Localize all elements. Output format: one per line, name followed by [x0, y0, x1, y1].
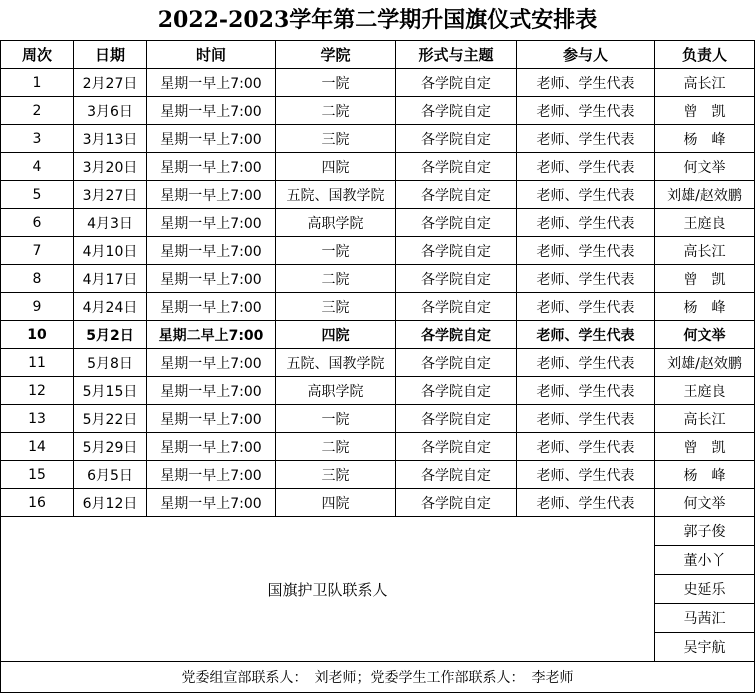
cell-date: 5月22日 [74, 405, 147, 433]
cell-college: 二院 [276, 433, 396, 461]
cell-participants: 老师、学生代表 [517, 153, 655, 181]
cell-college: 三院 [276, 125, 396, 153]
guard-row [1, 517, 755, 546]
table-row [1, 321, 755, 349]
cell-time: 星期一早上7:00 [147, 293, 276, 321]
guard-name: 郭子俊 [655, 517, 755, 546]
cell-week: 14 [1, 433, 74, 461]
cell-date: 3月6日 [74, 97, 147, 125]
cell-time: 星期一早上7:00 [147, 97, 276, 125]
cell-leader: 曾 凯 [655, 97, 755, 125]
cell-week: 9 [1, 293, 74, 321]
cell-date: 5月2日 [74, 321, 147, 349]
contact-footer: 党委组宣部联系人： 刘老师；党委学生工作部联系人： 李老师 [1, 662, 755, 693]
table-row [1, 349, 755, 377]
cell-form: 各学院自定 [396, 293, 517, 321]
cell-college: 高职学院 [276, 209, 396, 237]
schedule-rows [1, 69, 755, 517]
cell-week: 1 [1, 69, 74, 97]
cell-college: 一院 [276, 405, 396, 433]
table-row [1, 125, 755, 153]
cell-time: 星期一早上7:00 [147, 153, 276, 181]
cell-date: 3月27日 [74, 181, 147, 209]
cell-date: 6月5日 [74, 461, 147, 489]
cell-participants: 老师、学生代表 [517, 461, 655, 489]
cell-time: 星期一早上7:00 [147, 265, 276, 293]
cell-week: 4 [1, 153, 74, 181]
cell-college: 三院 [276, 293, 396, 321]
cell-form: 各学院自定 [396, 489, 517, 517]
cell-leader: 刘雄/赵效鹏 [655, 181, 755, 209]
cell-time: 星期一早上7:00 [147, 125, 276, 153]
cell-leader: 何文举 [655, 489, 755, 517]
guard-section [1, 517, 755, 693]
cell-time: 星期一早上7:00 [147, 405, 276, 433]
table-row [1, 461, 755, 489]
cell-date: 4月24日 [74, 293, 147, 321]
guard-name: 吴宇航 [655, 633, 755, 662]
cell-college: 一院 [276, 237, 396, 265]
cell-leader: 曾 凯 [655, 433, 755, 461]
cell-form: 各学院自定 [396, 349, 517, 377]
cell-week: 2 [1, 97, 74, 125]
cell-college: 高职学院 [276, 377, 396, 405]
table-row [1, 433, 755, 461]
header-week: 周次 [1, 41, 74, 69]
cell-participants: 老师、学生代表 [517, 349, 655, 377]
cell-date: 5月8日 [74, 349, 147, 377]
cell-week: 3 [1, 125, 74, 153]
guard-name: 史延乐 [655, 575, 755, 604]
cell-form: 各学院自定 [396, 153, 517, 181]
cell-time: 星期一早上7:00 [147, 377, 276, 405]
cell-leader: 杨 峰 [655, 461, 755, 489]
cell-college: 四院 [276, 321, 396, 349]
cell-participants: 老师、学生代表 [517, 181, 655, 209]
table-row [1, 153, 755, 181]
cell-time: 星期一早上7:00 [147, 349, 276, 377]
table-row [1, 209, 755, 237]
cell-college: 四院 [276, 489, 396, 517]
cell-college: 一院 [276, 69, 396, 97]
cell-college: 三院 [276, 461, 396, 489]
cell-date: 4月10日 [74, 237, 147, 265]
header-participants: 参与人 [517, 41, 655, 69]
cell-time: 星期一早上7:00 [147, 433, 276, 461]
footer-row [1, 662, 755, 693]
cell-participants: 老师、学生代表 [517, 125, 655, 153]
cell-leader: 何文举 [655, 321, 755, 349]
cell-participants: 老师、学生代表 [517, 405, 655, 433]
sheet-title: 2022-2023学年第二学期升国旗仪式安排表 [157, 7, 598, 33]
header-time: 时间 [147, 41, 276, 69]
cell-leader: 王庭良 [655, 209, 755, 237]
cell-participants: 老师、学生代表 [517, 433, 655, 461]
cell-week: 6 [1, 209, 74, 237]
cell-leader: 王庭良 [655, 377, 755, 405]
cell-date: 3月13日 [74, 125, 147, 153]
table-row [1, 69, 755, 97]
table-row [1, 405, 755, 433]
cell-form: 各学院自定 [396, 69, 517, 97]
cell-participants: 老师、学生代表 [517, 377, 655, 405]
table-row [1, 181, 755, 209]
cell-week: 12 [1, 377, 74, 405]
cell-leader: 曾 凯 [655, 265, 755, 293]
cell-date: 4月3日 [74, 209, 147, 237]
header-leader: 负责人 [655, 41, 755, 69]
cell-participants: 老师、学生代表 [517, 97, 655, 125]
guard-name: 董小丫 [655, 546, 755, 575]
cell-participants: 老师、学生代表 [517, 321, 655, 349]
cell-participants: 老师、学生代表 [517, 293, 655, 321]
cell-college: 四院 [276, 153, 396, 181]
cell-date: 2月27日 [74, 69, 147, 97]
cell-week: 13 [1, 405, 74, 433]
table-row [1, 489, 755, 517]
cell-college: 五院、国教学院 [276, 349, 396, 377]
cell-time: 星期一早上7:00 [147, 181, 276, 209]
table-row [1, 97, 755, 125]
cell-date: 5月29日 [74, 433, 147, 461]
cell-date: 5月15日 [74, 377, 147, 405]
header-college: 学院 [276, 41, 396, 69]
cell-week: 15 [1, 461, 74, 489]
cell-form: 各学院自定 [396, 405, 517, 433]
cell-time: 星期一早上7:00 [147, 237, 276, 265]
cell-form: 各学院自定 [396, 433, 517, 461]
table-row [1, 265, 755, 293]
guard-label: 国旗护卫队联系人 [1, 517, 655, 662]
cell-leader: 杨 峰 [655, 293, 755, 321]
header-date: 日期 [74, 41, 147, 69]
cell-participants: 老师、学生代表 [517, 489, 655, 517]
cell-participants: 老师、学生代表 [517, 265, 655, 293]
cell-week: 5 [1, 181, 74, 209]
cell-date: 6月12日 [74, 489, 147, 517]
cell-time: 星期二早上7:00 [147, 321, 276, 349]
cell-time: 星期一早上7:00 [147, 209, 276, 237]
cell-date: 4月17日 [74, 265, 147, 293]
cell-college: 五院、国教学院 [276, 181, 396, 209]
cell-week: 16 [1, 489, 74, 517]
cell-leader: 高长江 [655, 69, 755, 97]
schedule-table [0, 40, 755, 693]
cell-leader: 杨 峰 [655, 125, 755, 153]
cell-form: 各学院自定 [396, 321, 517, 349]
guard-name: 马茜汇 [655, 604, 755, 633]
cell-college: 二院 [276, 265, 396, 293]
cell-week: 8 [1, 265, 74, 293]
cell-leader: 高长江 [655, 405, 755, 433]
header-form: 形式与主题 [396, 41, 517, 69]
cell-participants: 老师、学生代表 [517, 69, 655, 97]
cell-time: 星期一早上7:00 [147, 489, 276, 517]
cell-week: 7 [1, 237, 74, 265]
cell-form: 各学院自定 [396, 461, 517, 489]
cell-participants: 老师、学生代表 [517, 209, 655, 237]
cell-leader: 何文举 [655, 153, 755, 181]
cell-leader: 高长江 [655, 237, 755, 265]
cell-college: 二院 [276, 97, 396, 125]
cell-date: 3月20日 [74, 153, 147, 181]
cell-participants: 老师、学生代表 [517, 237, 655, 265]
table-row [1, 377, 755, 405]
cell-form: 各学院自定 [396, 97, 517, 125]
table-row [1, 293, 755, 321]
cell-leader: 刘雄/赵效鹏 [655, 349, 755, 377]
cell-form: 各学院自定 [396, 209, 517, 237]
cell-form: 各学院自定 [396, 181, 517, 209]
cell-form: 各学院自定 [396, 125, 517, 153]
cell-time: 星期一早上7:00 [147, 461, 276, 489]
cell-week: 10 [1, 321, 74, 349]
table-row [1, 237, 755, 265]
header-row [1, 41, 755, 69]
cell-form: 各学院自定 [396, 237, 517, 265]
cell-time: 星期一早上7:00 [147, 69, 276, 97]
cell-form: 各学院自定 [396, 265, 517, 293]
cell-week: 11 [1, 349, 74, 377]
cell-form: 各学院自定 [396, 377, 517, 405]
